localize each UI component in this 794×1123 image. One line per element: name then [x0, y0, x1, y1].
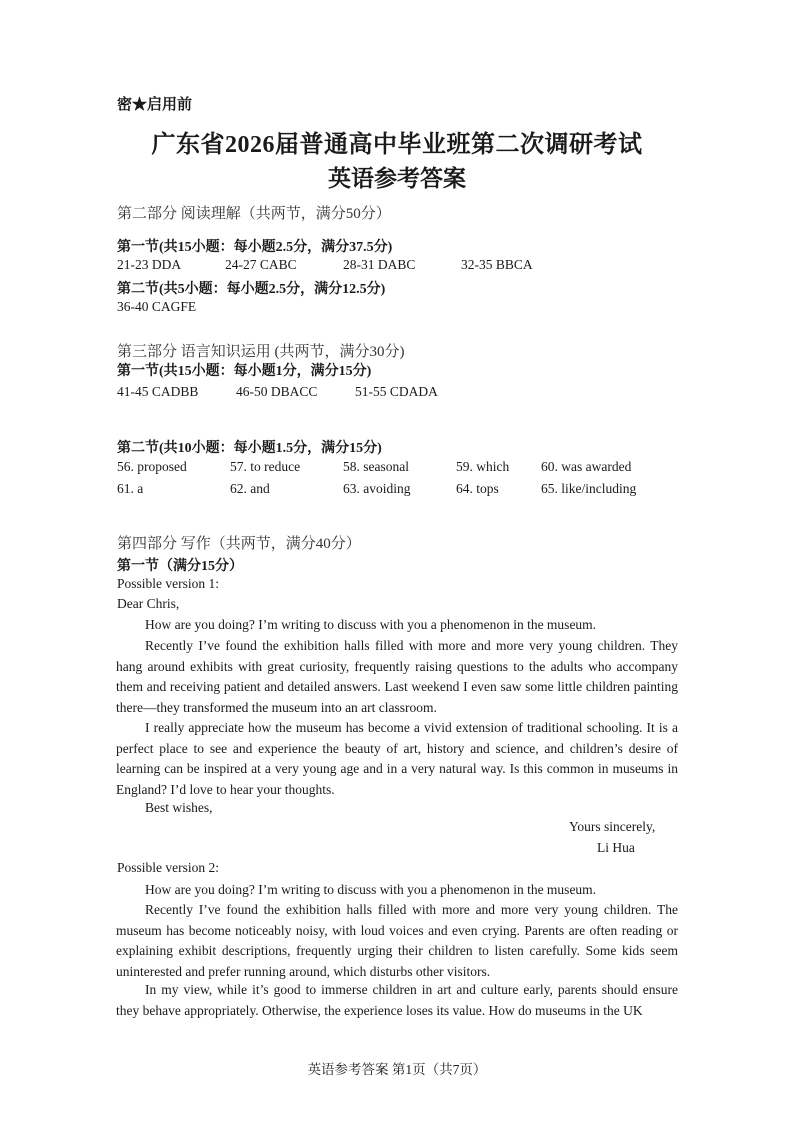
answer-item: 65. like/including	[541, 481, 637, 496]
exam-title: 广东省2026届普通高中毕业班第二次调研考试	[151, 132, 643, 158]
confidential-mark: 密★启用前	[117, 97, 193, 113]
part4-heading: 第四部分 写作（共两节，满分40分）	[117, 536, 361, 552]
document-subtitle: 英语参考答案	[328, 166, 466, 191]
answer-group: 32-35 BBCA	[461, 257, 533, 272]
version2-paragraph-2: Recently I’ve found the exhibition halls filled with more and more very young children. The museum has become noticeably noisy, with loud voices and even crying. Parents are often reading or explaining exhibit descriptions, frequently urging their children to listen carefully. Some kids seem uninterested and prefer running around, which disturbs other visitors.	[116, 902, 678, 979]
answer-item: 57. to reduce	[230, 459, 301, 474]
answer-item: 56. proposed	[117, 459, 187, 474]
part3-section2-heading: 第二节(共10小题：每小题1.5分，满分15分)	[117, 441, 382, 456]
answer-group: 21-23 DDA	[117, 257, 182, 272]
letter-closing: Best wishes,	[145, 800, 213, 815]
answer-item: 59. which	[456, 459, 510, 474]
answer-group: 36-40 CAGFE	[117, 299, 197, 314]
part3-heading: 第三部分 语言知识运用 (共两节，满分30分)	[117, 344, 405, 360]
version1-paragraph-3: I really appreciate how the museum has become a vivid extension of traditional schooling. It is a perfect place to see and experience the beauty of art, history and science, and children’s desire of learning can be inspired at a very young age and in a very natural way. Is this common in museums in England? I’d love to hear your thoughts.	[116, 720, 678, 797]
letter-salutation: Dear Chris,	[117, 596, 180, 611]
answer-item: 64. tops	[456, 481, 499, 496]
page-footer: 英语参考答案 第1页（共7页）	[307, 1062, 487, 1077]
answer-item: 61. a	[117, 481, 144, 496]
answer-item: 62. and	[230, 481, 270, 496]
letter-signature-name: Li Hua	[597, 840, 635, 855]
version2-paragraph-1: How are you doing? I’m writing to discuss with you a phenomenon in the museum.	[145, 882, 597, 897]
part2-heading: 第二部分 阅读理解（共两节，满分50分）	[117, 206, 391, 222]
answer-group: 41-45 CADBB	[117, 384, 199, 399]
part3-section1-heading: 第一节(共15小题：每小题1分，满分15分)	[117, 364, 372, 379]
version2-paragraph-3: In my view, while it’s good to immerse children in art and culture early, parents should ensure they behave appropriately. Otherwise, the experience loses its value. How do museums in the UK	[116, 982, 678, 1018]
letter-sign-off: Yours sincerely,	[569, 819, 656, 834]
part4-section1-heading: 第一节（满分15分）	[117, 559, 243, 574]
answer-item: 63. avoiding	[343, 481, 411, 496]
answer-item: 60. was awarded	[541, 459, 632, 474]
answer-item: 58. seasonal	[343, 459, 409, 474]
answer-group: 46-50 DBACC	[236, 384, 318, 399]
version1-paragraph-2: Recently I’ve found the exhibition halls filled with more and more very young children. They hang around exhibits with great curiosity, frequently raising questions to the adults who accompany them and receiving patient and detailed answers. Last weekend I even saw some little children painting there—they transformed the museum into an art classroom.	[116, 638, 678, 715]
version1-paragraph-1: How are you doing? I’m writing to discuss with you a phenomenon in the museum.	[145, 617, 597, 632]
answer-group: 28-31 DABC	[343, 257, 416, 272]
version1-label: Possible version 1:	[117, 576, 220, 591]
part2-section2-heading: 第二节(共5小题：每小题2.5分，满分12.5分)	[117, 282, 386, 297]
answer-group: 24-27 CABC	[225, 257, 297, 272]
version2-label: Possible version 2:	[117, 860, 220, 875]
part2-section1-heading: 第一节(共15小题：每小题2.5分，满分37.5分)	[117, 240, 393, 255]
answer-group: 51-55 CDADA	[355, 384, 438, 399]
